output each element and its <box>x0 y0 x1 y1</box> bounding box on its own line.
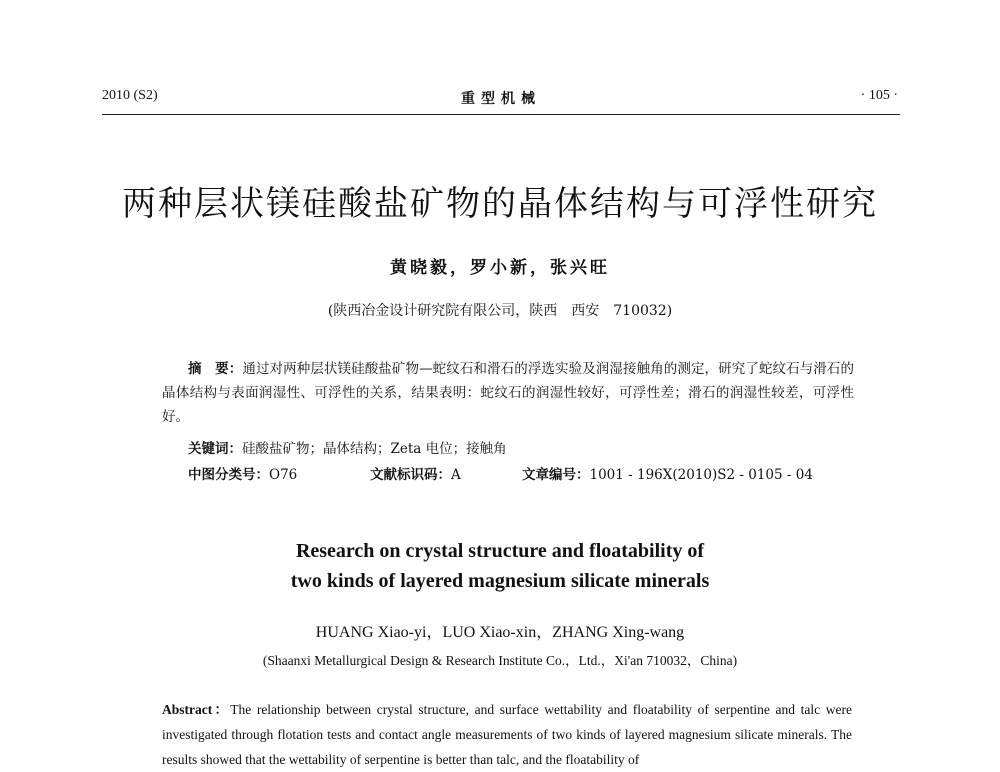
chinese-keywords <box>188 437 507 457</box>
keywords-text: 硅酸盐矿物；晶体结构；Zeta 电位；接触角 <box>242 441 507 457</box>
classification-line <box>188 463 868 483</box>
article-number-label: 文章编号： <box>522 467 590 483</box>
english-title <box>0 536 1000 596</box>
running-header <box>102 88 900 112</box>
chinese-affiliation: (陕西冶金设计研究院有限公司，陕西 西安 710032) <box>327 303 673 319</box>
clc-value: O76 <box>269 467 298 483</box>
chinese-abstract-text: 通过对两种层状镁硅酸盐矿物—蛇纹石和滑石的浮选实验及润湿接触角的测定，研究了蛇纹石与滑石的晶体结构与表面润湿性、可浮性的关系，结果表明：蛇纹石的润湿性较好，可浮性差；滑石的润湿性较差，可浮性好。 <box>162 361 854 425</box>
article-number <box>522 463 813 483</box>
english-authors: HUANG Xiao-yi，LUO Xiao-xin，ZHANG Xing-wang <box>315 624 685 641</box>
document-code <box>370 463 461 483</box>
english-title-line-1: Research on crystal structure and floatability of <box>295 540 705 562</box>
document-code-label: 文献标识码： <box>370 467 451 483</box>
journal-name: 重型机械 <box>461 91 541 107</box>
header-rule <box>102 114 900 115</box>
chinese-abstract <box>162 357 854 429</box>
english-abstract-text: The relationship between crystal structure, and surface wettability and floatability of serpentine and talc were investigated through flotation tests and contact angle measurements of two kinds of layered magnesium silicate minerals. The results showed that the wettability of serpentine is better than talc, and the floatability of <box>162 702 852 767</box>
document-code-value: A <box>451 467 461 483</box>
keywords-label: 关键词： <box>188 441 242 457</box>
journal-issue: 2010 (S2) <box>102 88 158 103</box>
page-number: · 105 · <box>860 88 898 103</box>
clc-number <box>188 463 297 483</box>
english-affiliation: (Shaanxi Metallurgical Design & Research Institute Co.，Ltd.，Xi'an 710032，China) <box>262 653 738 668</box>
clc-label: 中图分类号： <box>188 467 269 483</box>
chinese-authors: 黄晓毅，罗小新，张兴旺 <box>390 258 610 278</box>
chinese-abstract-label: 摘 要： <box>188 361 243 377</box>
chinese-title: 两种层状镁硅酸盐矿物的晶体结构与可浮性研究 <box>122 184 878 224</box>
english-abstract-label: Abstract： <box>162 702 231 717</box>
english-abstract <box>162 697 852 772</box>
article-number-value: 1001 - 196X(2010)S2 - 0105 - 04 <box>589 467 813 483</box>
english-title-line-2: two kinds of layered magnesium silicate minerals <box>290 570 710 592</box>
